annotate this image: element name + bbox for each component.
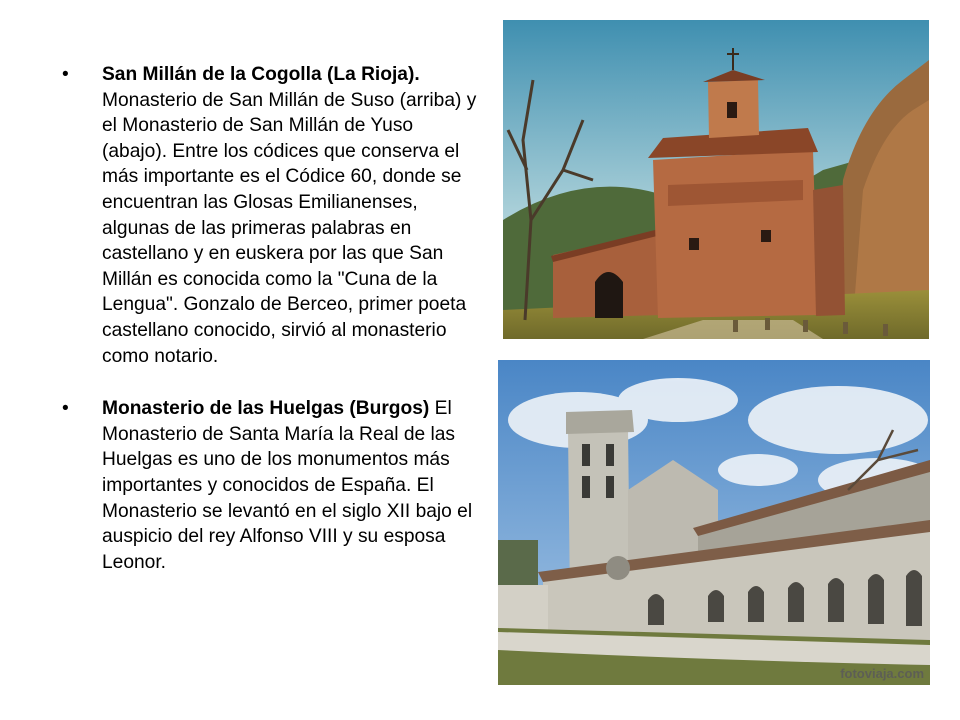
photo-san-millan-suso [503,20,929,339]
watermark: fotoviaja.com [840,666,924,681]
bullet-heading: San Millán de la Cogolla (La Rioja). [102,64,420,85]
photo-monasterio-huelgas [498,360,930,685]
bullet-huelgas [62,396,482,575]
bullet-heading: Monasterio de las Huelgas (Burgos) [102,398,430,420]
bullet-san-millan [62,62,482,369]
bullet-body: El Monasterio de Santa María la Real de las Huelgas es uno de los monumentos más importantes y conocidos de España. El Monasterio se levantó en el siglo XII bajo el auspicio del rey Alfonso VIII y su esposa Leonor. [102,398,473,573]
bullet-body: Monasterio de San Millán de Suso (arriba) y el Monasterio de San Millán de Yuso (abajo). Entre los códices que conserva el más importante es el Códice 60, donde se encuentran las Glosas Emilianenses, algunas de las primeras palabras en castellano y en euskera por las que San Millán es conocida como la "Cuna de la Lengua". Gonzalo de Berceo, primer poeta castellano conocido, sirvió al monasterio como notario. [102,89,477,367]
bullet-dot: • [62,64,69,85]
text-column [62,62,482,575]
bullet-dot: • [62,398,69,420]
